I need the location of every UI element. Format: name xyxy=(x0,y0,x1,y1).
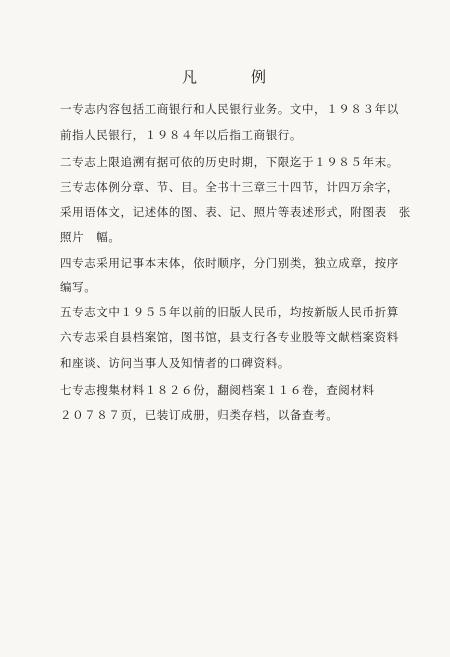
text-line-7: 四专志采用记事本末体，依时顺序，分门别类，独立成章，按序 xyxy=(60,256,399,270)
text-line-4: 三专志体例分章、节、目。全书十三章三十四节，计四万余字， xyxy=(60,180,399,194)
text-line-13: ２０７８７页，已装订成册，归类存档，以备查考。 xyxy=(60,408,339,422)
text-line-12: 七专志搜集材料１８２６份，翻阅档案１１６卷，查阅材料 xyxy=(60,383,375,397)
text-line-1: 一专志内容包括工商银行和人民银行业务。文中，１９８３年以 xyxy=(60,102,399,116)
text-line-5: 采用语体文，记述体的图、表、记、照片等表述形式，附图表 张 xyxy=(60,205,411,219)
text-line-9: 五专志文中１９５５年以前的旧版人民币，均按新版人民币折算 xyxy=(60,305,399,319)
text-line-8: 编写。 xyxy=(60,280,97,294)
text-line-10: 六专志采自县档案馆，图书馆，县支行各专业股等文献档案资料 xyxy=(60,330,399,344)
text-line-2: 前指人民银行，１９８４年以后指工商银行。 xyxy=(60,128,302,142)
title-char-2: 例 xyxy=(251,68,269,86)
page-title xyxy=(0,66,450,87)
text-line-6: 照片 幅。 xyxy=(60,230,121,244)
text-line-3: 二专志上限追溯有据可依的历史时期，下限迄于１９８５年末。 xyxy=(60,155,399,169)
title-char-1: 凡 xyxy=(181,68,199,86)
text-line-11: 和座谈、访问当事人及知情者的口碑资料。 xyxy=(60,356,290,370)
